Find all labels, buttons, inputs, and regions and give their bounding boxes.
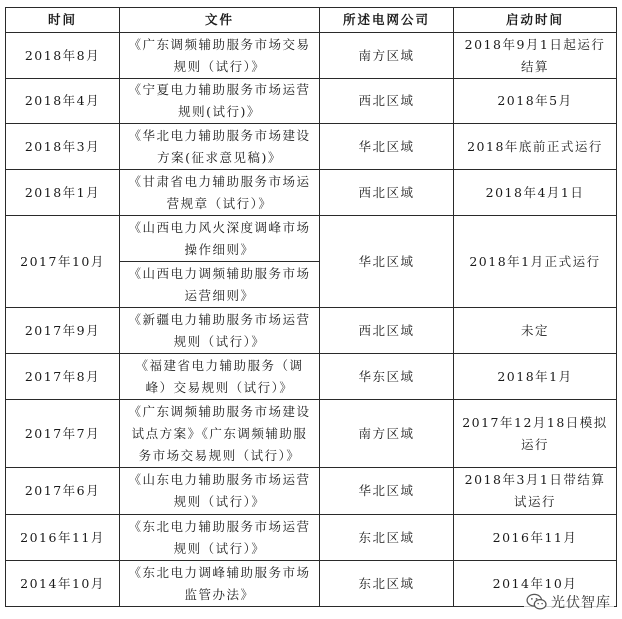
cell-time: 2014年10月	[6, 561, 120, 607]
table-header-row	[6, 8, 617, 33]
cell-start-time: 2018年3月1日带结算试运行	[454, 468, 617, 515]
header-start-time: 启动时间	[454, 8, 617, 33]
cell-time: 2018年3月	[6, 124, 120, 170]
cell-region: 华北区域	[320, 124, 454, 170]
cell-document: 《东北电力辅助服务市场运营规则（试行）》	[120, 515, 320, 561]
cell-region: 西北区域	[320, 308, 454, 354]
cell-document: 《山西电力调频辅助服务市场运营细则》	[120, 262, 320, 308]
cell-region: 华北区域	[320, 468, 454, 515]
policy-table	[5, 7, 617, 607]
table-row	[6, 308, 617, 354]
cell-time: 2017年9月	[6, 308, 120, 354]
cell-document: 《广东调频辅助服务市场交易规则（试行）》	[120, 33, 320, 79]
cell-region: 华东区域	[320, 354, 454, 400]
cell-document: 《新疆电力辅助服务市场运营规则（试行）》	[120, 308, 320, 354]
table-row	[6, 170, 617, 216]
cell-start-time: 2017年12月18日模拟运行	[454, 400, 617, 468]
table-row	[6, 79, 617, 124]
cell-document: 《福建省电力辅助服务（调峰）交易规则（试行）》	[120, 354, 320, 400]
cell-time: 2017年8月	[6, 354, 120, 400]
cell-time: 2017年10月	[6, 216, 120, 308]
cell-document: 《广东调频辅助服务市场建设试点方案》《广东调频辅助服务市场交易规则（试行）》	[120, 400, 320, 468]
cell-document: 《甘肃省电力辅助服务市场运营规章（试行）》	[120, 170, 320, 216]
cell-start-time: 2018年9月1日起运行结算	[454, 33, 617, 79]
cell-start-time: 2018年5月	[454, 79, 617, 124]
cell-time: 2018年4月	[6, 79, 120, 124]
cell-start-time: 2016年11月	[454, 515, 617, 561]
cell-start-time: 2014年10月	[454, 561, 617, 607]
table-row	[6, 468, 617, 515]
header-grid-company: 所述电网公司	[320, 8, 454, 33]
watermark	[524, 591, 614, 613]
wechat-icon	[526, 593, 548, 611]
cell-region: 东北区域	[320, 561, 454, 607]
table-row	[6, 515, 617, 561]
table-row	[6, 354, 617, 400]
cell-time: 2017年6月	[6, 468, 120, 515]
cell-time: 2018年1月	[6, 170, 120, 216]
cell-time: 2017年7月	[6, 400, 120, 468]
table-row	[6, 124, 617, 170]
cell-start-time: 未定	[454, 308, 617, 354]
table-row	[6, 216, 617, 262]
table-row	[6, 33, 617, 79]
cell-document: 《东北电力调峰辅助服务市场监管办法》	[120, 561, 320, 607]
cell-region: 东北区域	[320, 515, 454, 561]
cell-document: 《宁夏电力辅助服务市场运营规则(试行)》	[120, 79, 320, 124]
table-row	[6, 400, 617, 468]
cell-document: 《华北电力辅助服务市场建设方案(征求意见稿)》	[120, 124, 320, 170]
cell-start-time: 2018年1月	[454, 354, 617, 400]
cell-document: 《山西电力风火深度调峰市场操作细则》	[120, 216, 320, 262]
cell-start-time: 2018年1月正式运行	[454, 216, 617, 308]
cell-region: 西北区域	[320, 79, 454, 124]
header-time: 时间	[6, 8, 120, 33]
cell-region: 南方区域	[320, 400, 454, 468]
header-document: 文件	[120, 8, 320, 33]
watermark-text: 光伏智库	[551, 595, 611, 611]
cell-document: 《山东电力辅助服务市场运营规则（试行）》	[120, 468, 320, 515]
cell-region: 华北区域	[320, 216, 454, 308]
cell-start-time: 2018年底前正式运行	[454, 124, 617, 170]
cell-region: 西北区域	[320, 170, 454, 216]
cell-time: 2018年8月	[6, 33, 120, 79]
cell-region: 南方区域	[320, 33, 454, 79]
cell-time: 2016年11月	[6, 515, 120, 561]
cell-start-time: 2018年4月1日	[454, 170, 617, 216]
